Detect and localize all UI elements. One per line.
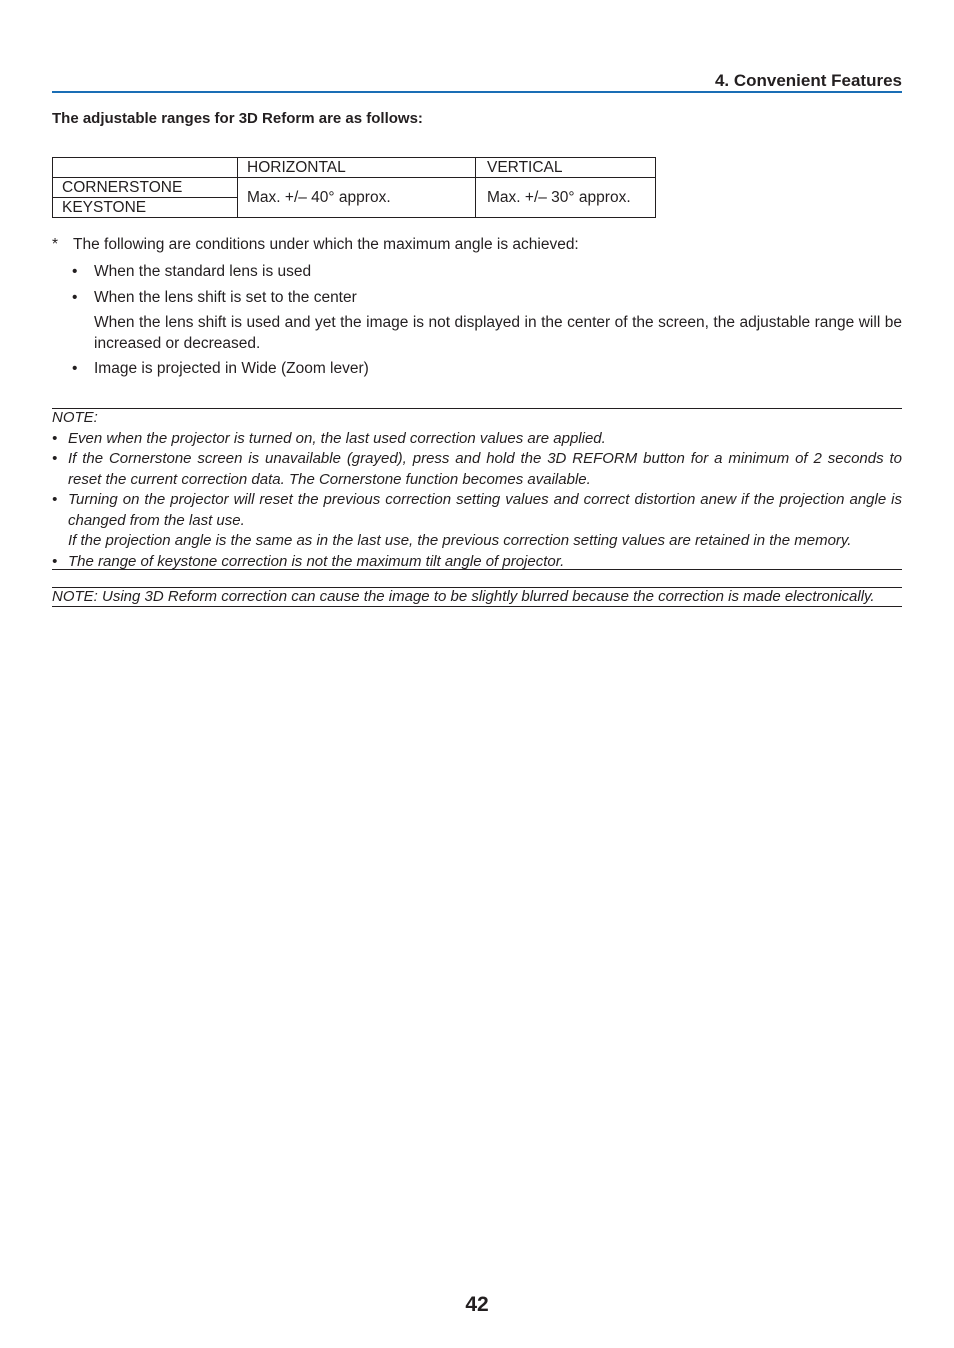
- table-header-empty: [53, 158, 238, 178]
- note-heading: NOTE:: [52, 409, 98, 426]
- note-item-detail: If the projection angle is the same as in the last use, the previous correction setting values are retained in the memory.: [68, 532, 852, 549]
- chapter-title: 4. Convenient Features: [714, 71, 902, 90]
- page-number: 42: [465, 1293, 489, 1316]
- bullet-icon: •: [52, 491, 58, 508]
- note-blur: NOTE: Using 3D Reform correction can cause the image to be slightly blurred because the correction is made electronically.: [52, 588, 875, 605]
- note2-bottom-rule: [52, 606, 902, 607]
- intro-text: The adjustable ranges for 3D Reform are as follows:: [52, 110, 423, 127]
- table-header-vertical: VERTICAL: [476, 158, 656, 178]
- condition-item: When the lens shift is set to the center: [94, 289, 357, 306]
- note-bottom-rule: [52, 569, 902, 570]
- list-item: [52, 429, 902, 450]
- bullet-icon: •: [52, 450, 58, 467]
- note-item-text: Turning on the projector will reset the previous correction setting values and correct distortion anew if the projection angle is changed from the last use.: [68, 491, 902, 529]
- bullet-icon: •: [72, 289, 78, 306]
- vertical-value: Max. +/– 30° approx.: [476, 178, 656, 218]
- row-label-cornerstone: CORNERSTONE: [53, 178, 238, 198]
- note-item-text: The range of keystone correction is not the maximum tilt angle of projector.: [68, 552, 565, 570]
- note-item-text: Even when the projector is turned on, the last used correction values are applied.: [68, 429, 606, 447]
- header-rule: [52, 91, 902, 93]
- note-item-text: If the Cornerstone screen is unavailable (grayed), press and hold the 3D REFORM button for a minimum of 2 seconds to reset the current correction data. The Cornerstone function becomes available.: [68, 450, 902, 488]
- footnote-marker: *: [52, 236, 59, 253]
- conditions-lead: The following are conditions under which the maximum angle is achieved:: [73, 236, 579, 253]
- condition-item: Image is projected in Wide (Zoom lever): [94, 360, 369, 377]
- note-block: [52, 408, 902, 572]
- bullet-icon: •: [72, 360, 78, 377]
- condition-item-detail: When the lens shift is used and yet the image is not displayed in the center of the screen, the adjustable range will be increased or decreased.: [94, 314, 902, 352]
- table-row: [53, 178, 656, 198]
- list-item: [52, 449, 902, 490]
- condition-item: When the standard lens is used: [94, 263, 312, 280]
- bullet-icon: •: [52, 429, 58, 447]
- table-header-row: [53, 158, 656, 178]
- list-item: [52, 490, 902, 531]
- bullet-icon: •: [72, 263, 78, 280]
- bullet-icon: •: [52, 552, 58, 570]
- adjustable-range-table: [52, 157, 656, 218]
- horizontal-value: Max. +/– 40° approx.: [238, 178, 476, 218]
- row-label-keystone: KEYSTONE: [53, 198, 238, 218]
- table-header-horizontal: HORIZONTAL: [238, 158, 476, 178]
